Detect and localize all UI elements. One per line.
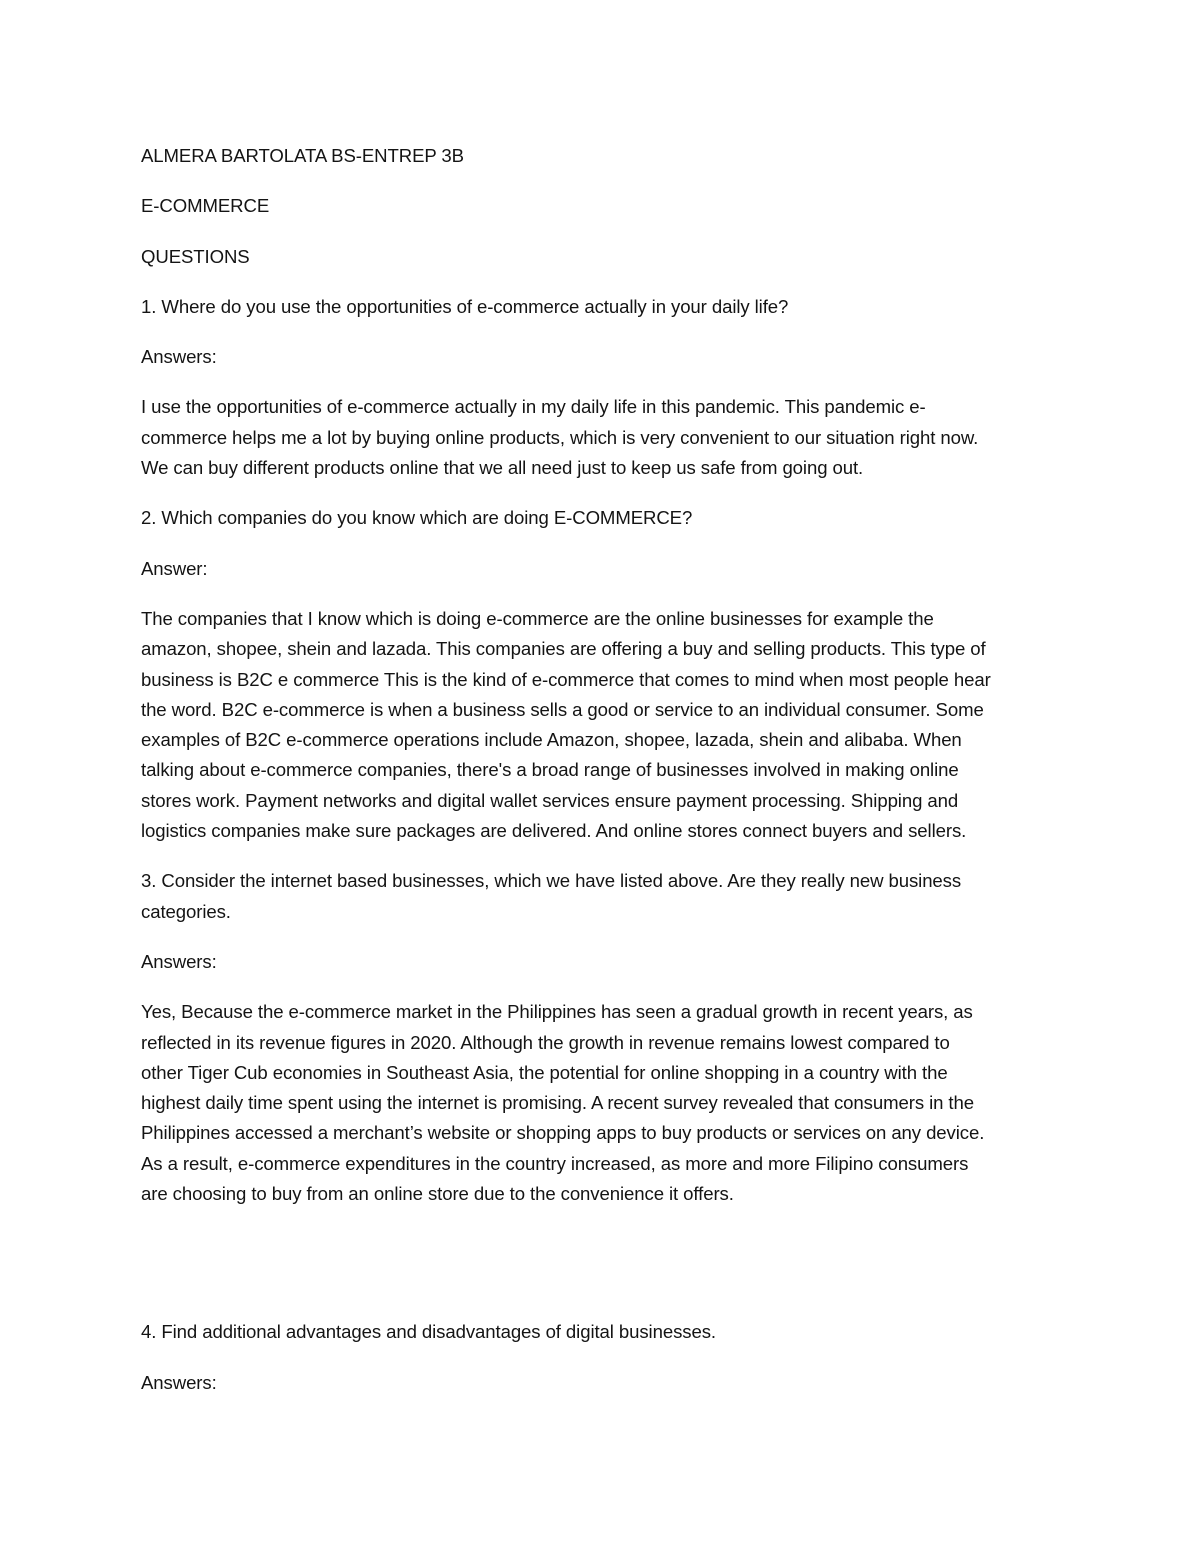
answer-3-line: Yes, Because the e-commerce market in the Philippines has seen a gradual growth in recent years, as xyxy=(141,1001,973,1023)
questions-heading: QUESTIONS xyxy=(141,245,250,267)
answer-3-line: highest daily time spent using the internet is promising. A recent survey revealed that consumers in the xyxy=(141,1092,974,1114)
answer-3 xyxy=(141,997,1061,1209)
answer-3-line: As a result, e-commerce expenditures in the country increased, as more and more Filipino consumers xyxy=(141,1152,969,1174)
answer-2-line: logistics companies make sure packages are delivered. And online stores connect buyers and sellers. xyxy=(141,820,967,842)
answer-label-1: Answers: xyxy=(141,346,217,368)
answer-2-line: amazon, shopee, shein and lazada. This companies are offering a buy and selling products. This type of xyxy=(141,638,986,660)
answer-1-line: commerce helps me a lot by buying online products, which is very convenient to our situation right now. xyxy=(141,426,979,448)
question-3-line: categories. xyxy=(141,900,231,922)
question-1: 1. Where do you use the opportunities of e-commerce actually in your daily life? xyxy=(141,295,789,317)
answer-1-line: I use the opportunities of e-commerce actually in my daily life in this pandemic. This pandemic e- xyxy=(141,396,926,418)
answer-label-2: Answer: xyxy=(141,557,208,579)
answer-label-4: Answers: xyxy=(141,1371,217,1393)
answer-2-line: business is B2C e commerce This is the kind of e-commerce that comes to mind when most people hear xyxy=(141,668,991,690)
answer-2-line: stores work. Payment networks and digital wallet services ensure payment processing. Shipping and xyxy=(141,789,959,811)
question-3 xyxy=(141,866,1061,927)
answer-3-line: Philippines accessed a merchant’s website or shopping apps to buy products or services on any device. xyxy=(141,1122,985,1144)
answer-1-line: We can buy different products online that we all need just to keep us safe from going out. xyxy=(141,457,864,479)
question-4: 4. Find additional advantages and disadvantages of digital businesses. xyxy=(141,1321,716,1343)
answer-label-3: Answers: xyxy=(141,950,217,972)
answer-3-line: other Tiger Cub economies in Southeast Asia, the potential for online shopping in a country with the xyxy=(141,1061,948,1083)
question-3-line: 3. Consider the internet based businesses, which we have listed above. Are they really new business xyxy=(141,870,962,892)
question-2: 2. Which companies do you know which are doing E-COMMERCE? xyxy=(141,507,693,529)
answer-2-line: the word. B2C e-commerce is when a business sells a good or service to an individual consumer. Some xyxy=(141,698,984,720)
document-body xyxy=(141,141,1061,1398)
subject-heading: E-COMMERCE xyxy=(141,195,270,217)
author-line: ALMERA BARTOLATA BS-ENTREP 3B xyxy=(141,145,464,166)
answer-3-line: are choosing to buy from an online store due to the convenience it offers. xyxy=(141,1183,734,1205)
answer-3-line: reflected in its revenue figures in 2020. Although the growth in revenue remains lowest compared to xyxy=(141,1031,950,1053)
answer-2-line: talking about e-commerce companies, there's a broad range of businesses involved in making online xyxy=(141,759,959,781)
answer-2-line: The companies that I know which is doing e-commerce are the online businesses for example the xyxy=(141,607,934,629)
answer-1 xyxy=(141,392,1061,483)
answer-2-line: examples of B2C e-commerce operations include Amazon, shopee, lazada, shein and alibaba. When xyxy=(141,729,962,751)
answer-2 xyxy=(141,604,1061,846)
